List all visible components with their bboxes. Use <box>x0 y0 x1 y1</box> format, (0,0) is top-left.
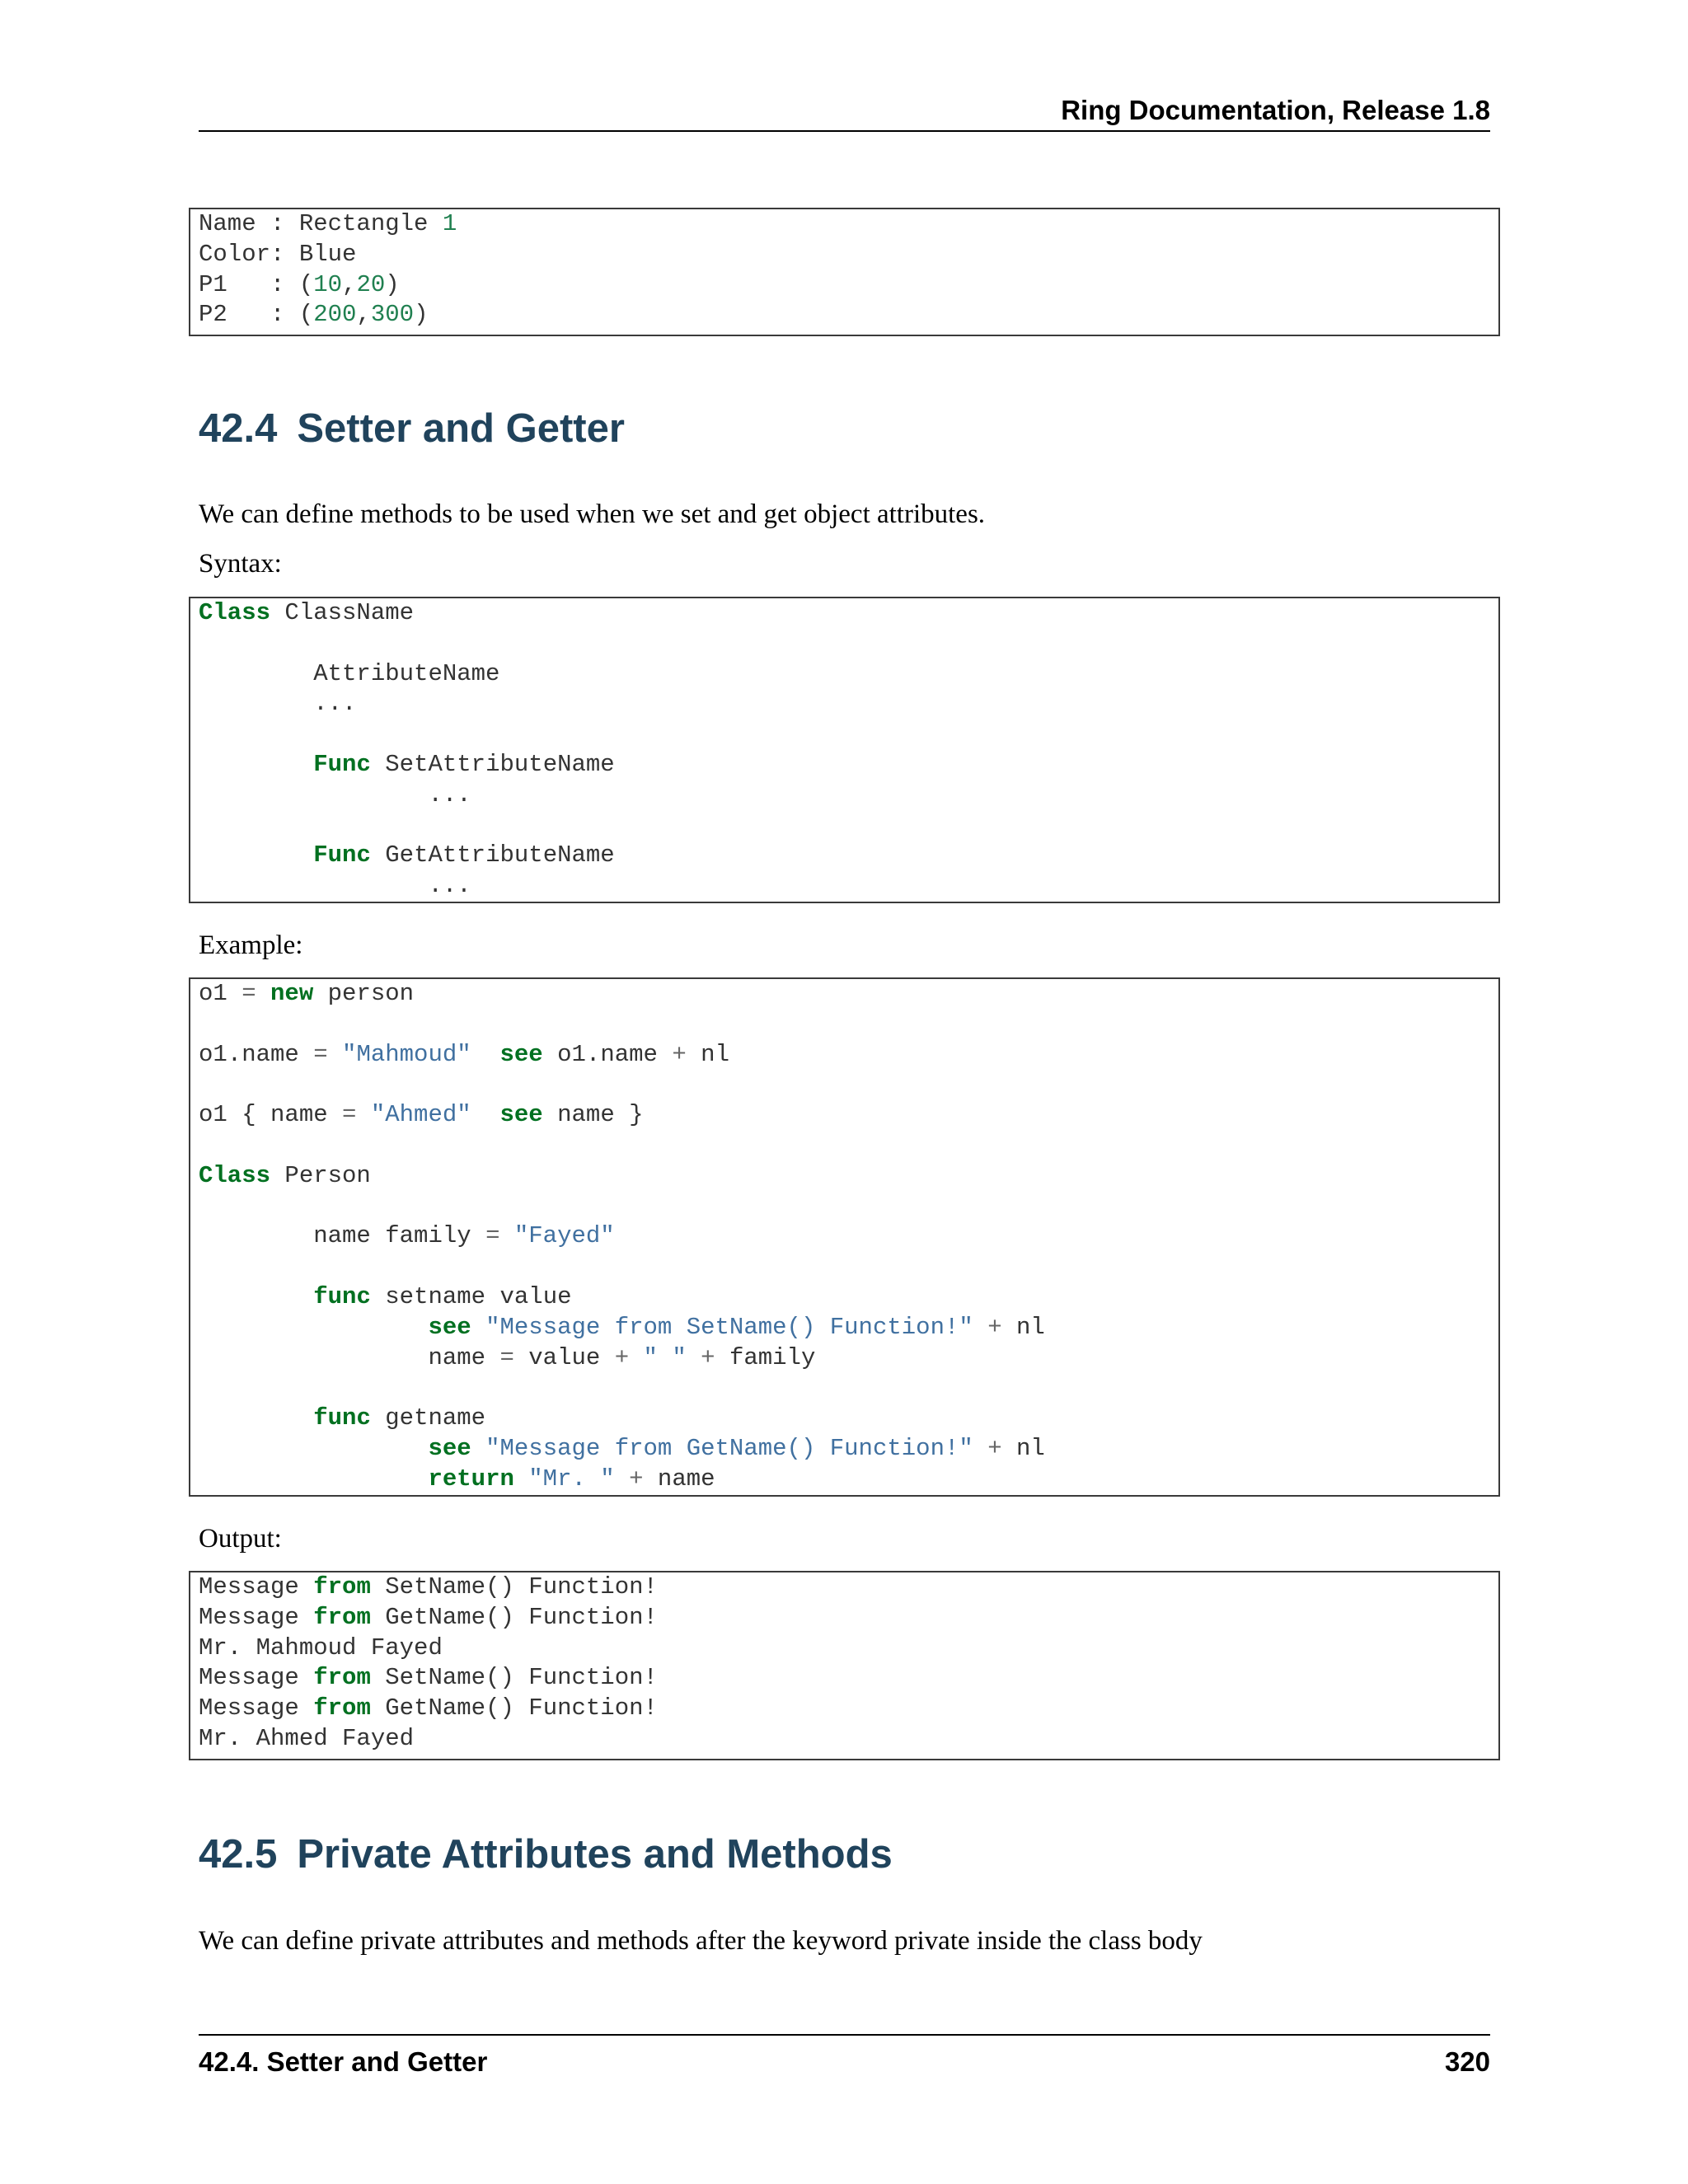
code-keyword: Func <box>313 841 371 869</box>
code-text: P1 : ( <box>199 270 314 298</box>
code-text: Message <box>199 1694 314 1722</box>
code-text: , <box>356 301 371 329</box>
section-number: 42.4 <box>199 406 278 451</box>
code-line <box>199 811 1498 841</box>
code-line <box>199 629 1498 659</box>
code-text: Person <box>270 1161 371 1189</box>
code-line <box>199 1040 1498 1071</box>
code-text <box>499 1222 513 1249</box>
code-text: o1 { name <box>199 1101 343 1129</box>
code-operator: + <box>701 1343 715 1371</box>
code-text: , <box>342 270 357 298</box>
footer-section: 42.4. Setter and Getter <box>199 2046 488 2077</box>
code-string: "Message from GetName() Function!" <box>485 1434 973 1462</box>
code-text <box>471 1041 500 1068</box>
code-operator: = <box>313 1040 328 1068</box>
code-text: nl <box>1001 1434 1045 1462</box>
header-title: Ring Documentation, Release 1.8 <box>1061 95 1490 125</box>
code-line <box>199 1282 1498 1313</box>
code-operator: + <box>614 1343 630 1371</box>
code-keyword: see <box>499 1101 543 1129</box>
code-line <box>199 209 1498 240</box>
example-label: Example: <box>199 930 303 960</box>
code-text: Mr. Ahmed Fayed <box>199 1724 415 1752</box>
code-text <box>199 1404 313 1432</box>
code-text: name <box>199 1343 500 1371</box>
code-keyword: see <box>428 1313 471 1341</box>
code-text <box>199 841 313 869</box>
code-line <box>199 1010 1498 1040</box>
code-operator: + <box>987 1434 1002 1462</box>
code-line <box>199 1373 1498 1404</box>
code-text <box>199 1435 428 1462</box>
code-text: Name : Rectangle <box>199 210 443 237</box>
code-text: ... <box>199 872 471 900</box>
code-line <box>199 1603 1498 1633</box>
code-keyword: Func <box>313 750 371 778</box>
code-line <box>199 1724 1498 1755</box>
code-text <box>256 980 270 1007</box>
code-text <box>973 1435 987 1462</box>
code-line <box>199 659 1498 690</box>
code-text: ... <box>199 780 471 808</box>
code-line <box>199 1100 1498 1131</box>
paragraph-intro: We can define methods to be used when we set and get object attributes. <box>199 499 986 529</box>
running-footer <box>199 2034 1490 2080</box>
code-line <box>199 300 1498 330</box>
code-string: "Ahmed" <box>370 1101 471 1129</box>
code-line <box>199 750 1498 780</box>
code-line <box>199 1131 1498 1161</box>
code-number: 1 <box>442 210 457 237</box>
code-line <box>199 240 1498 270</box>
code-text: ) <box>385 270 400 298</box>
code-number: 20 <box>356 270 386 298</box>
code-text <box>471 1314 485 1341</box>
code-line <box>199 780 1498 811</box>
code-text <box>514 1465 528 1493</box>
code-keyword: from <box>313 1664 371 1692</box>
code-block-rectangle-output <box>189 208 1500 336</box>
page-number: 320 <box>1444 2046 1490 2077</box>
code-text: AttributeName <box>199 659 500 687</box>
code-text: nl <box>686 1040 729 1068</box>
code-text: name } <box>542 1101 644 1129</box>
code-number: 200 <box>313 301 357 329</box>
code-text: person <box>313 980 415 1007</box>
section-heading-42-4 <box>199 404 625 453</box>
code-line <box>199 1221 1498 1252</box>
code-text: name <box>643 1465 715 1493</box>
code-line <box>199 1465 1498 1495</box>
code-keyword: return <box>428 1465 514 1493</box>
code-text: GetName() Function! <box>370 1694 658 1722</box>
code-text <box>629 1344 643 1371</box>
code-keyword: see <box>428 1434 471 1462</box>
code-string: "Fayed" <box>513 1222 615 1250</box>
code-keyword: func <box>313 1282 371 1310</box>
code-operator: + <box>629 1465 644 1493</box>
code-text: Color: Blue <box>199 240 357 268</box>
code-line <box>199 841 1498 871</box>
section-number: 42.5 <box>199 1832 278 1877</box>
code-keyword: from <box>313 1603 371 1631</box>
code-line <box>199 1070 1498 1100</box>
code-line <box>199 979 1498 1010</box>
code-text: SetAttributeName <box>370 750 615 778</box>
code-text <box>687 1344 701 1371</box>
code-line <box>199 1633 1498 1664</box>
code-line <box>199 871 1498 902</box>
code-block-example <box>189 977 1500 1497</box>
code-line <box>199 270 1498 301</box>
code-string: "Message from SetName() Function!" <box>485 1313 973 1341</box>
code-text: GetName() Function! <box>370 1603 658 1631</box>
code-text: SetName() Function! <box>370 1573 658 1601</box>
code-text <box>199 1283 313 1310</box>
code-text: ... <box>199 690 357 718</box>
code-line <box>199 689 1498 719</box>
code-text <box>973 1314 987 1341</box>
code-text: getname <box>370 1404 486 1432</box>
code-keyword: Class <box>199 1161 271 1189</box>
code-operator: = <box>485 1222 500 1250</box>
code-text: Message <box>199 1573 314 1601</box>
section-heading-42-5 <box>199 1830 893 1879</box>
code-text: setname value <box>370 1282 572 1310</box>
section-title: Setter and Getter <box>297 406 625 451</box>
running-header <box>199 92 1490 132</box>
code-keyword: func <box>313 1404 371 1432</box>
code-line <box>199 1434 1498 1465</box>
code-operator: + <box>672 1040 687 1068</box>
code-string: "Mr. " <box>528 1465 615 1493</box>
code-number: 300 <box>370 301 415 329</box>
code-text: o1.name <box>542 1040 673 1068</box>
code-text: nl <box>1001 1313 1045 1341</box>
code-text <box>199 1465 428 1493</box>
code-line <box>199 1572 1498 1603</box>
code-text <box>356 1101 370 1128</box>
code-string: " " <box>643 1343 687 1371</box>
code-text: value <box>513 1343 615 1371</box>
code-keyword: from <box>313 1573 371 1601</box>
code-keyword: Class <box>199 599 271 626</box>
code-string: "Mahmoud" <box>342 1040 471 1068</box>
output-label: Output: <box>199 1524 282 1554</box>
code-line <box>199 1663 1498 1694</box>
code-text <box>615 1465 629 1493</box>
code-operator: = <box>499 1343 514 1371</box>
code-text: Message <box>199 1664 314 1692</box>
code-operator: = <box>241 980 256 1007</box>
code-block-output <box>189 1571 1500 1760</box>
paragraph-private: We can define private attributes and methods after the keyword private inside the class body <box>199 1926 1203 1956</box>
code-number: 10 <box>313 270 343 298</box>
code-text: Message <box>199 1603 314 1631</box>
code-text: ClassName <box>270 599 415 626</box>
code-text: SetName() Function! <box>370 1664 658 1692</box>
code-text <box>199 1314 428 1341</box>
code-block-syntax <box>189 597 1500 903</box>
code-text <box>328 1041 342 1068</box>
code-line <box>199 719 1498 750</box>
code-text <box>471 1435 485 1462</box>
code-line <box>199 1404 1498 1434</box>
code-text: ) <box>414 301 429 329</box>
code-text <box>471 1101 500 1128</box>
code-text: GetAttributeName <box>370 841 615 869</box>
code-keyword: see <box>499 1040 543 1068</box>
code-line <box>199 1694 1498 1724</box>
code-line <box>199 1313 1498 1343</box>
code-text: o1.name <box>199 1040 314 1068</box>
code-text: Mr. Mahmoud Fayed <box>199 1633 443 1661</box>
code-keyword: from <box>313 1694 371 1722</box>
code-text <box>199 751 313 778</box>
code-line <box>199 598 1498 629</box>
code-line <box>199 1192 1498 1222</box>
code-text: o1 <box>199 980 242 1007</box>
code-text: family <box>715 1343 816 1371</box>
code-line <box>199 1343 1498 1374</box>
code-text: P2 : ( <box>199 301 314 329</box>
code-operator: = <box>342 1101 357 1129</box>
code-line <box>199 1161 1498 1192</box>
code-keyword: new <box>270 980 314 1007</box>
code-line <box>199 1252 1498 1282</box>
syntax-label: Syntax: <box>199 549 282 579</box>
section-title: Private Attributes and Methods <box>297 1832 893 1877</box>
code-text: name family <box>199 1222 486 1250</box>
code-operator: + <box>987 1313 1002 1341</box>
